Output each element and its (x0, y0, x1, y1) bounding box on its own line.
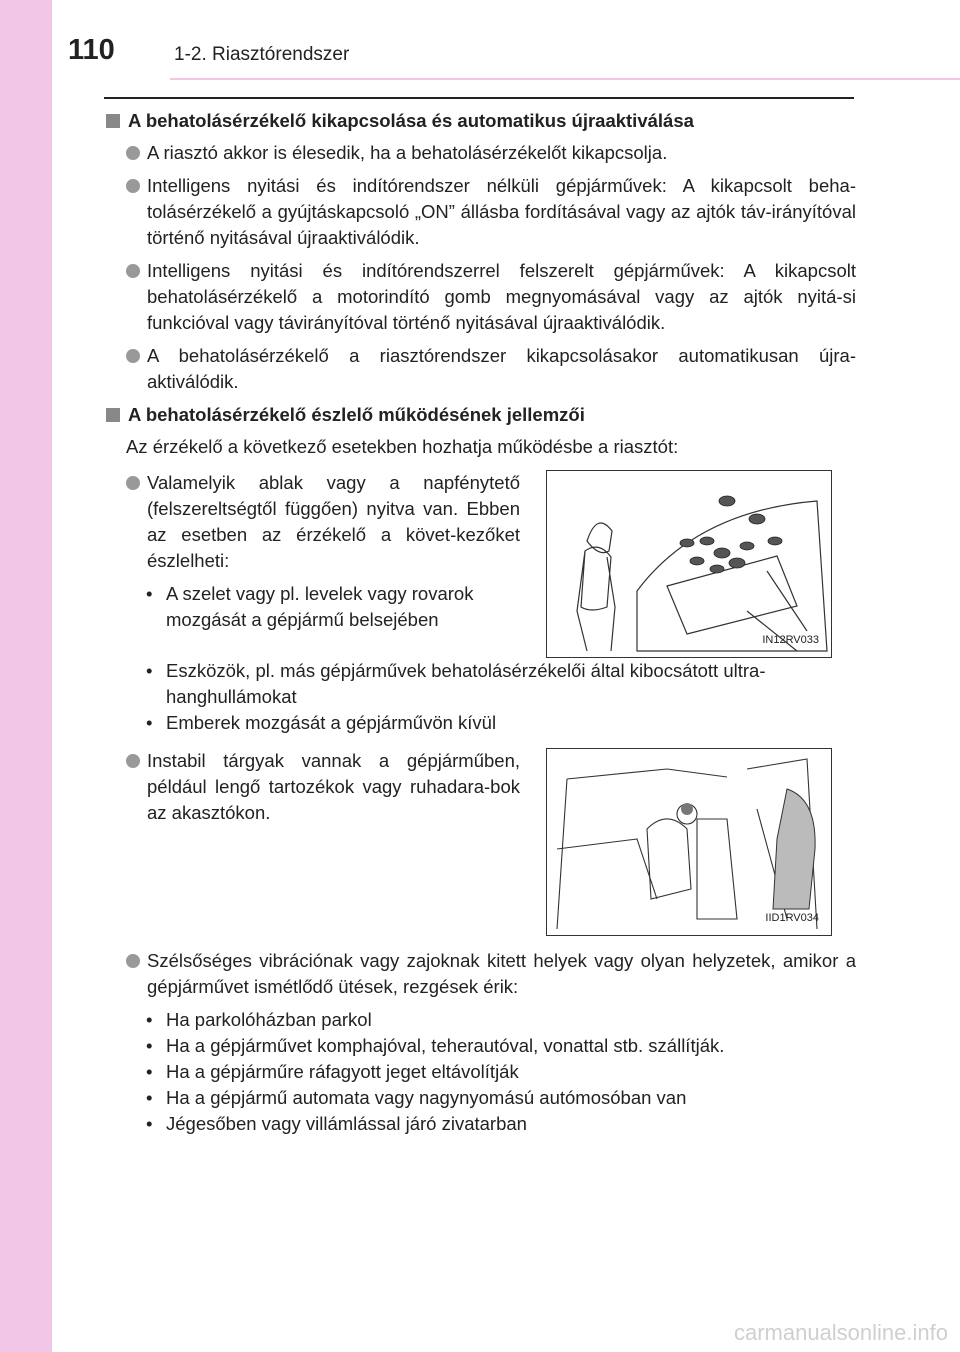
car-interior-illustration (546, 748, 832, 936)
sub-list-item: • Ha a gépjárművet komphajóval, teherautóval, vonattal stb. szállítják. (146, 1035, 725, 1056)
section-title: 1-2. Riasztórendszer (174, 44, 350, 65)
round-bullet-icon (126, 476, 140, 490)
section-heading: A behatolásérzékelő észlelő működésének jellemzői (104, 402, 856, 428)
round-bullet-icon (126, 179, 140, 193)
sunroof-leaves-illustration (546, 470, 832, 658)
figure-code: IN12RV033 (762, 634, 819, 646)
content-rule (104, 97, 854, 99)
round-bullet-icon (126, 146, 140, 160)
round-bullet-icon (126, 754, 140, 768)
sub-list-item: • Ha parkolóházban parkol (146, 1009, 372, 1030)
square-bullet-icon (106, 114, 120, 128)
list-item: A riasztó akkor is élesedik, ha a behatolásérzékelőt kikapcsolja. (104, 140, 856, 166)
list-item: Intelligens nyitási és indítórendszerrel felszerelt gépjárművek: A kikapcsolt behatolásérzékelő a motorindító gomb megnyomásával vagy az ajtók nyitá-si funkcióval vagy távirányítóval történő nyitásával újraaktiválódik. (104, 258, 856, 336)
list-item: A behatolásérzékelő a riasztórendszer kikapcsolásakor automatikusan újra-aktiválódik. (104, 343, 856, 395)
round-bullet-icon (126, 349, 140, 363)
figure-row (104, 748, 856, 936)
round-bullet-icon (126, 264, 140, 278)
list-item: Intelligens nyitási és indítórendszer nélküli gépjárművek: A kikapcsolt beha-tolásérzékelő a gyújtáskapcsoló „ON” állásba fordításával vagy az ajtók táv-irányítóval történő nyitásával újraaktiválódik. (104, 173, 856, 251)
page-content (104, 105, 856, 1137)
sub-list-item: • Eszközök, pl. más gépjárművek behatolásérzékelői által kibocsátott ultra-hanghullámokat (146, 660, 766, 707)
list-item: Instabil tárgyak vannak a gépjárműben, például lengő tartozékok vagy ruhadara-bok az akasztókon. (104, 748, 520, 826)
sub-list-item: • Jégesőben vagy villámlással járó zivatarban (146, 1113, 527, 1134)
side-tab-strip (0, 0, 52, 1352)
sub-list-item: • Ha a gépjárműre ráfagyott jeget eltávolítják (146, 1061, 519, 1082)
figure-code: IID1RV034 (765, 912, 819, 924)
square-bullet-icon (106, 408, 120, 422)
header-divider (170, 78, 960, 80)
round-bullet-icon (126, 954, 140, 968)
sub-list-item: • Emberek mozgását a gépjárművön kívül (146, 712, 497, 733)
list-item: Valamelyik ablak vagy a napfénytető (felszereltségtől függően) nyitva van. Ebben az esetben az érzékelő a követ-kezőket észlelheti: (104, 470, 520, 574)
list-item: Szélsőséges vibrációnak vagy zajoknak kitett helyek vagy olyan helyzetek, amikor a gépjárművet ismétlődő ütések, rezgések érik: (104, 948, 856, 1000)
page-number: 110 (68, 34, 115, 66)
figure-row (104, 470, 856, 658)
watermark: carmanualsonline.info (733, 1320, 948, 1345)
sub-list-item: • Ha a gépjármű automata vagy nagynyomású autómosóban van (146, 1087, 687, 1108)
intro-text: Az érzékelő a következő esetekben hozhatja működésbe a riasztót: (126, 436, 679, 457)
section-heading: A behatolásérzékelő kikapcsolása és automatikus újraaktiválása (104, 108, 856, 134)
sub-list-item: • A szelet vagy pl. levelek vagy rovarok mozgását a gépjármű belsejében (146, 583, 474, 630)
